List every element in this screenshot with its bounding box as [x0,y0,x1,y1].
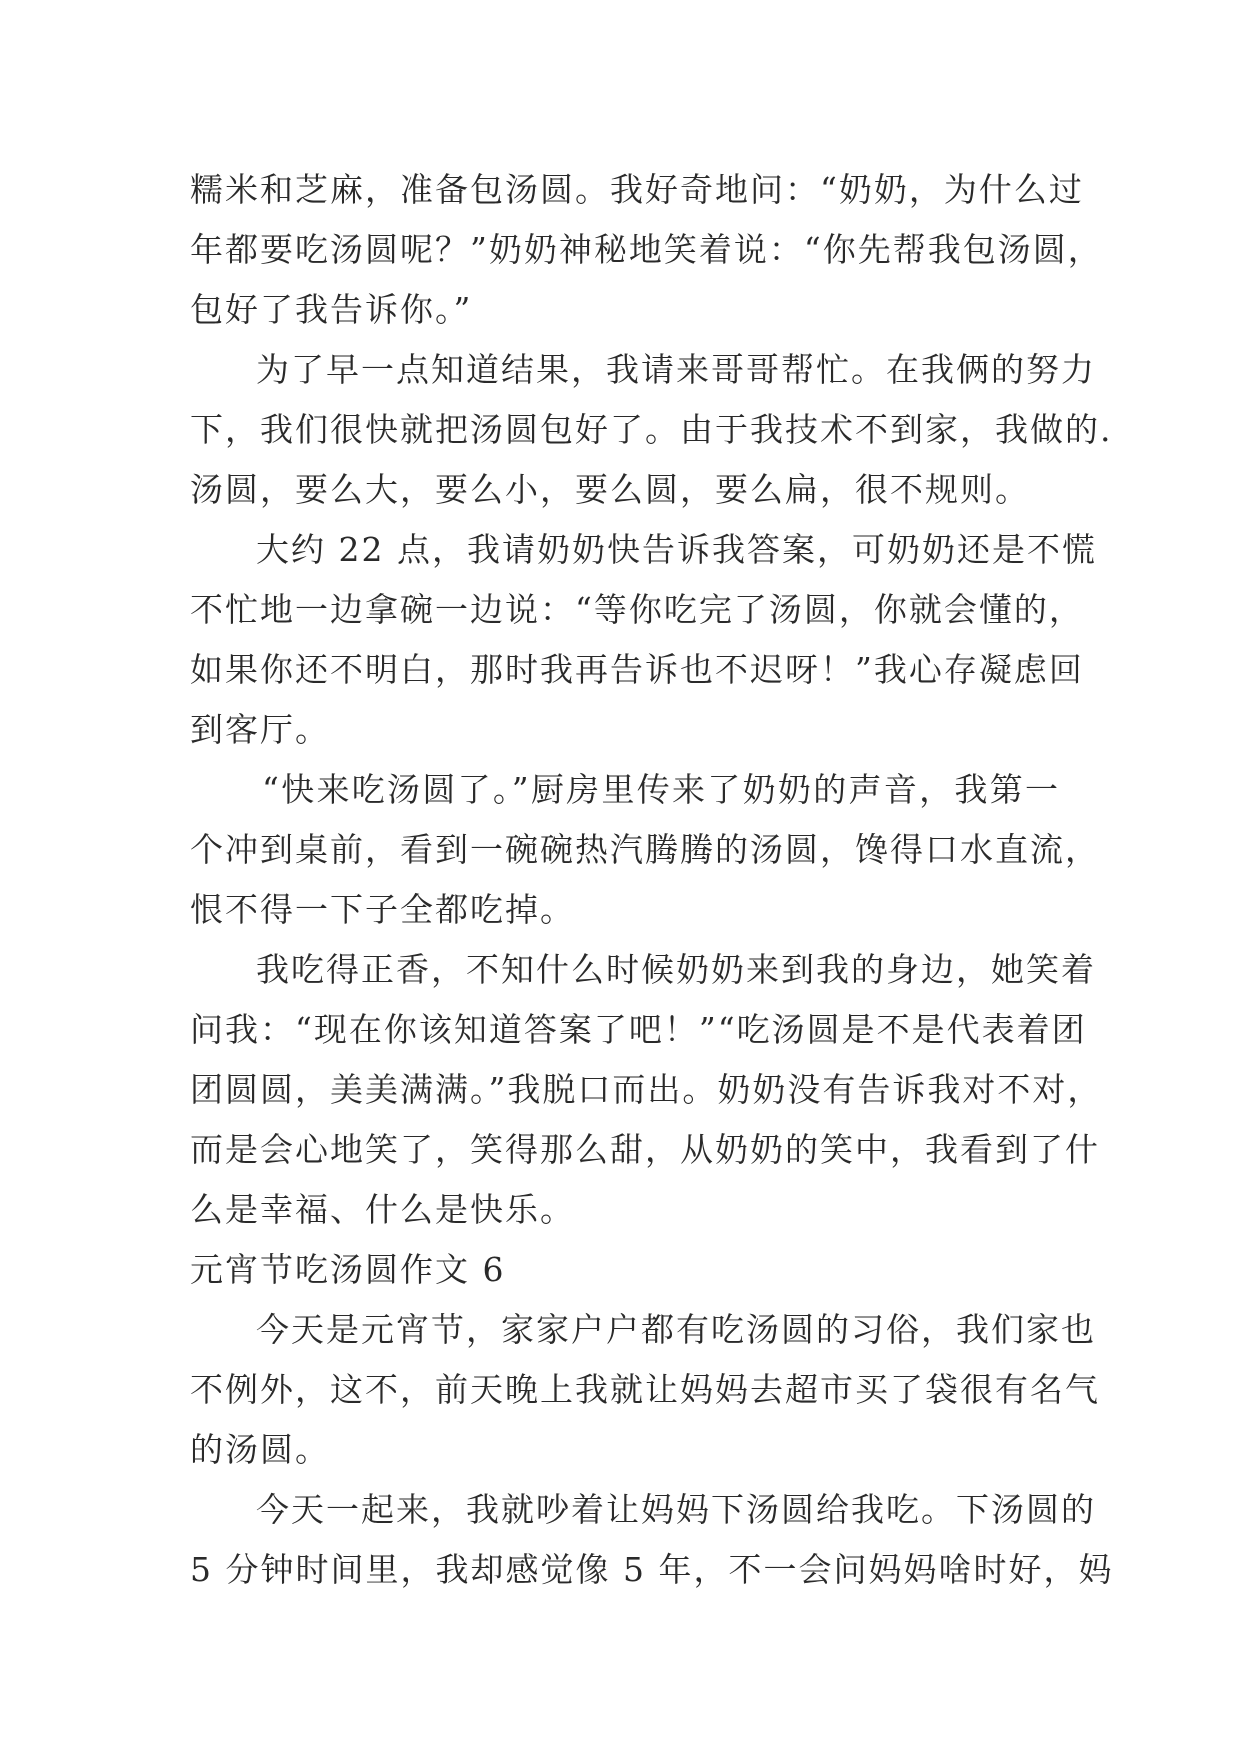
text-line: 今天是元宵节，家家户户都有吃汤圆的习俗，我们家也 [256,1310,1096,1349]
paragraph [190,520,1097,760]
text-line: 团圆圆，美美满满。”我脱口而出。奶奶没有告诉我对不对， [190,1070,1103,1109]
paragraph [190,1300,1100,1480]
text-line: 如果你还不明白，那时我再告诉也不迟呀！”我心存凝虑回 [190,650,1084,689]
text-line: 到客厅。 [190,710,330,749]
text-line: 恨不得一下子全都吃掉。 [190,890,575,929]
paragraph [190,1480,1114,1600]
paragraph [190,760,1100,940]
section-heading: 元宵节吃汤圆作文 6 [190,1250,506,1289]
text-line: 年都要吃汤圆呢？”奶奶神秘地笑着说：“你先帮我包汤圆， [190,230,1103,269]
paragraph [190,160,1103,340]
text-line: 5 分钟时间里，我却感觉像 5 年，不一会问妈妈啥时好，妈 [190,1550,1114,1589]
text-line: 么是幸福、什么是快乐。 [190,1190,575,1229]
text-line: 为了早一点知道结果，我请来哥哥帮忙。在我俩的努力 [256,350,1096,389]
text-line: 不例外，这不，前天晚上我就让妈妈去超市买了袋很有名气 [190,1370,1100,1409]
text-line: 大约 22 点，我请奶奶快告诉我答案，可奶奶还是不慌 [256,530,1097,569]
text-line: 糯米和芝麻，准备包汤圆。我好奇地问：“奶奶，为什么过 [190,170,1084,209]
text-line: 问我：“现在你该知道答案了吧！”“吃汤圆是不是代表着团 [190,1010,1087,1049]
text-line: 汤圆，要么大，要么小，要么圆，要么扁，很不规则。 [190,470,1030,509]
text-line: 今天一起来，我就吵着让妈妈下汤圆给我吃。下汤圆的 [256,1490,1096,1529]
text-line: 不忙地一边拿碗一边说：“等你吃完了汤圆，你就会懂的， [190,590,1084,629]
text-line: 下，我们很快就把汤圆包好了。由于我技术不到家，我做的. [190,410,1113,449]
paragraph [190,340,1113,520]
text-line: “快来吃汤圆了。”厨房里传来了奶奶的声音，我第一 [262,770,1060,809]
text-line: 的汤圆。 [190,1430,330,1469]
text-line: 而是会心地笑了，笑得那么甜，从奶奶的笑中，我看到了什 [190,1130,1100,1169]
text-line: 包好了我告诉你。” [190,290,473,329]
paragraph [190,940,1103,1240]
document-body [190,160,1114,1600]
text-line: 我吃得正香，不知什么时候奶奶来到我的身边，她笑着 [256,950,1096,989]
text-line: 个冲到桌前，看到一碗碗热汽腾腾的汤圆，馋得口水直流， [190,830,1100,869]
